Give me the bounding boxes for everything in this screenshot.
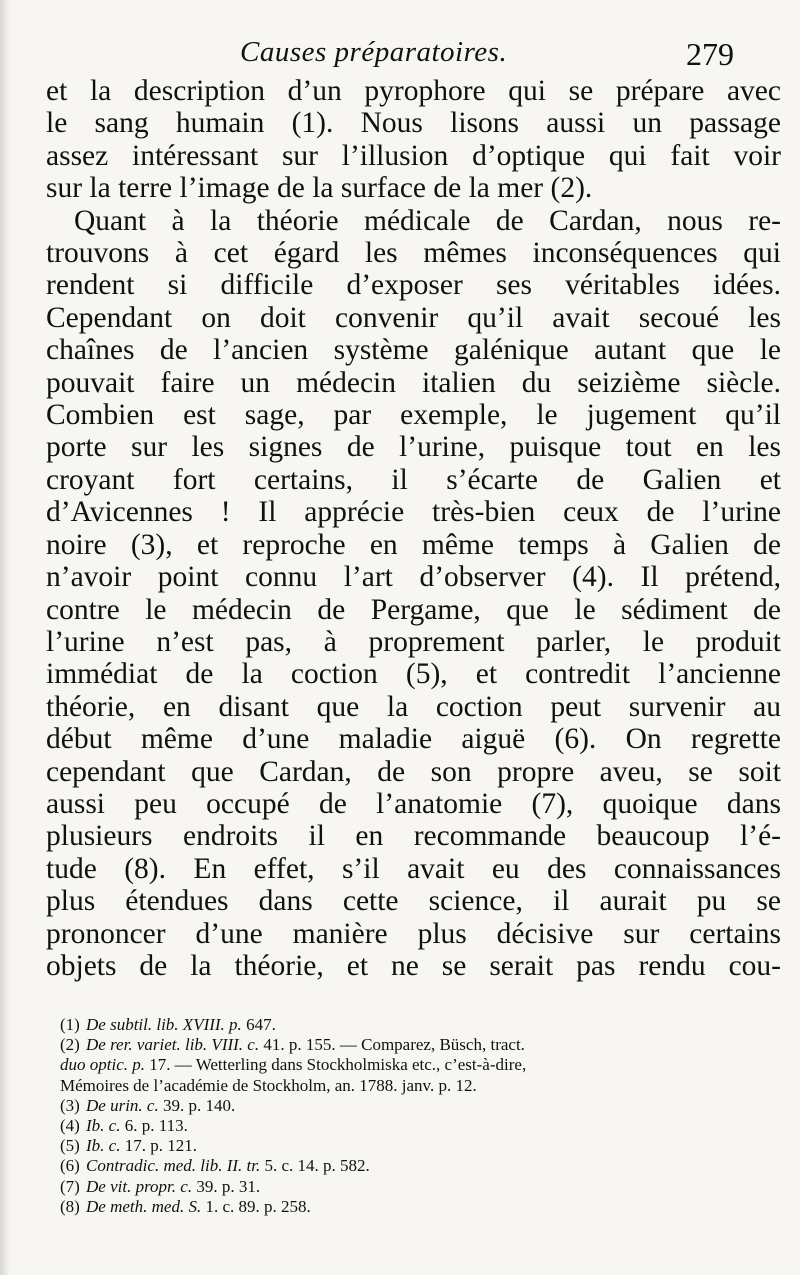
footnote <box>60 1116 780 1136</box>
footnote <box>60 1177 780 1197</box>
text-line: contre le médecin de Pergame, que le sédiment de <box>46 593 781 626</box>
footnote-citation: De vit. propr. c. <box>86 1176 193 1196</box>
footnote <box>60 1015 780 1035</box>
text-line: sur la terre l’image de la surface de la mer (2). <box>46 172 593 205</box>
text-line: Quant à la théorie médicale de Cardan, nous re- <box>74 204 781 237</box>
text-line: cependant que Cardan, de son propre aveu, se soit <box>46 755 781 788</box>
footnote-text: Mémoires de l’académie de Stockholm, an. 1788. janv. p. 12. <box>60 1075 477 1095</box>
footnote-ref: (6) <box>60 1156 80 1176</box>
footnote-ref: (3) <box>60 1095 80 1115</box>
page-gutter-shadow <box>0 0 10 1275</box>
footnote <box>60 1096 780 1116</box>
text-line: et la description d’un pyrophore qui se prépare avec <box>46 75 781 107</box>
text-line: aussi peu occupé de l’anatomie (7), quoique dans <box>46 787 781 820</box>
footnote-text: 6. p. 113. <box>120 1116 188 1136</box>
footnote-citation: Contradic. med. lib. II. tr. <box>86 1156 261 1176</box>
footnote <box>60 1055 780 1075</box>
footnote-text: 39. p. 140. <box>158 1095 236 1115</box>
main-text <box>46 75 781 982</box>
text-line: immédiat de la coction (5), et contredit l’ancienne <box>46 658 781 691</box>
text-line: Cependant on doit convenir qu’il avait secoué les <box>46 301 781 334</box>
footnotes <box>60 1015 780 1217</box>
footnote-text: 41. p. 155. — Comparez, Büsch, tract. <box>259 1035 525 1055</box>
text-line: le sang humain (1). Nous lisons aussi un passage <box>46 107 781 140</box>
footnote-ref: (1) <box>60 1015 80 1034</box>
footnote-ref: (2) <box>60 1035 80 1055</box>
footnote <box>60 1035 780 1055</box>
footnote-text: 5. c. 14. p. 582. <box>260 1156 370 1176</box>
footnote-ref: (8) <box>60 1196 80 1216</box>
running-title: Causes préparatoires. <box>240 36 508 68</box>
text-line: pouvait faire un médecin italien du seizième siècle. <box>46 366 781 399</box>
footnote <box>60 1197 780 1217</box>
text-line: plus étendues dans cette science, il aurait pu se <box>46 885 781 918</box>
text-line: l’urine n’est pas, à proprement parler, le produit <box>46 625 781 658</box>
footnote-citation: De rer. variet. lib. VIII. c. <box>86 1035 260 1055</box>
text-line: théorie, en disant que la coction peut survenir au <box>46 690 781 723</box>
text-line: n’avoir point connu l’art d’observer (4). Il prétend, <box>46 561 781 594</box>
text-line: tude (8). En effet, s’il avait eu des connaissances <box>46 852 781 885</box>
footnote-text: 17. — Wetterling dans Stockholmiska etc., c’est-à-dire, <box>145 1055 527 1075</box>
text-line: début même d’une maladie aiguë (6). On regrette <box>46 723 781 756</box>
footnote-citation: De meth. med. S. <box>86 1196 202 1216</box>
text-line: trouvons à cet égard les mêmes inconséquences qui <box>46 237 781 270</box>
text-line: noire (3), et reproche en même temps à Galien de <box>46 528 781 561</box>
footnote-text: 647. <box>241 1015 276 1034</box>
page-number: 279 <box>686 36 734 72</box>
text-line: d’Avicennes ! Il apprécie très-bien ceux de l’urine <box>46 496 781 529</box>
footnote-ref: (7) <box>60 1176 80 1196</box>
text-line: rendent si difficile d’exposer ses véritables idées. <box>46 269 781 302</box>
footnote <box>60 1076 780 1096</box>
footnote-ref: (5) <box>60 1136 80 1156</box>
footnote-citation: De subtil. lib. XVIII. p. <box>86 1015 242 1034</box>
text-line: assez intéressant sur l’illusion d’optique qui fait voir <box>46 139 781 172</box>
running-head <box>0 30 800 80</box>
text-line: croyant fort certains, il s’écarte de Galien et <box>46 463 781 496</box>
text-line: Combien est sage, par exemple, le jugement qu’il <box>46 399 781 432</box>
text-line: plusieurs endroits il en recommande beaucoup l’é- <box>46 820 781 853</box>
text-line: prononcer d’une manière plus décisive sur certains <box>46 917 781 950</box>
text-line: objets de la théorie, et ne se serait pas rendu cou- <box>46 949 781 982</box>
footnote-citation: De urin. c. <box>86 1095 159 1115</box>
footnote-citation: Ib. c. <box>86 1136 121 1156</box>
text-line: porte sur les signes de l’urine, puisque tout en les <box>46 431 781 464</box>
footnote-ref: (4) <box>60 1116 80 1136</box>
footnote <box>60 1156 780 1176</box>
footnote-text: 39. p. 31. <box>192 1176 261 1196</box>
footnote-text: 1. c. 89. p. 258. <box>201 1196 311 1216</box>
footnote-text: 17. p. 121. <box>120 1136 197 1156</box>
text-line: chaînes de l’ancien système galénique autant que le <box>46 334 781 367</box>
footnote-citation: Ib. c. <box>86 1116 121 1136</box>
footnote-citation: duo optic. p. <box>60 1055 145 1075</box>
footnote <box>60 1136 780 1156</box>
